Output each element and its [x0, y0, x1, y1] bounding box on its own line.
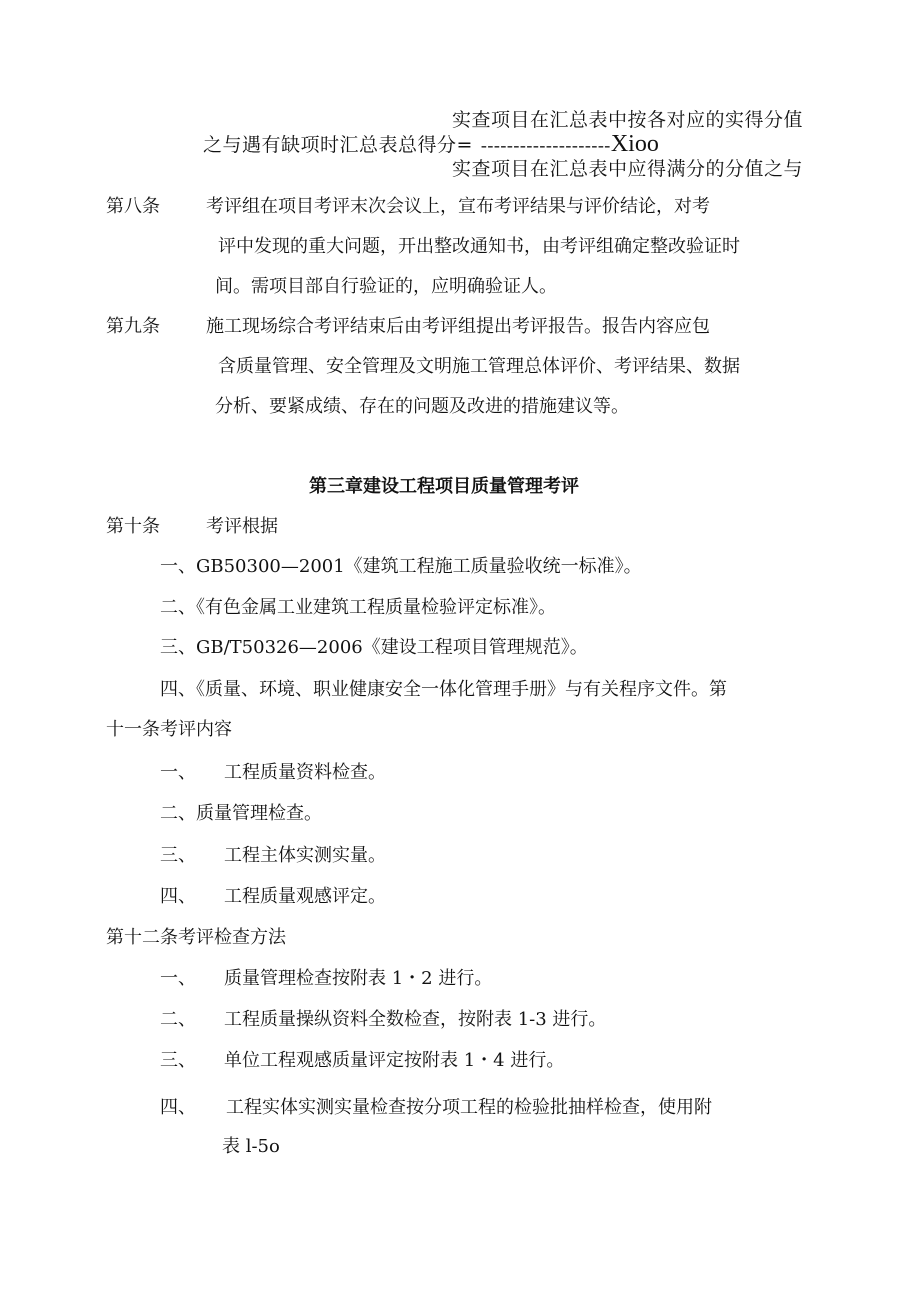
article-10-label: 第十条: [106, 516, 160, 537]
article-9-line-3: 分析、要紧成绩、存在的问题及改进的措施建议等。: [215, 396, 629, 417]
formula-fraction-bar: --------------------: [480, 135, 611, 155]
formula-line: [203, 132, 659, 158]
article-9-label: 第九条: [106, 316, 160, 337]
article-8-label: 第八条: [106, 196, 160, 217]
article-10-item-4: 四、《质量、环境、职业健康安全一体化管理手册》与有关程序文件。第: [160, 679, 727, 700]
article-12-item-1-num: 一、: [160, 968, 196, 989]
article-12-item-4-num: 四、: [160, 1097, 196, 1118]
chapter-3-title: 第三章建设工程项目质量管理考评: [309, 476, 579, 497]
article-12-item-2-num: 二、: [160, 1009, 196, 1030]
article-12-item-3-text: 单位工程观感质量评定按附表 1・4 进行。: [224, 1050, 565, 1071]
article-10-heading: 考评根据: [206, 516, 278, 537]
article-11-item-4-num: 四、: [160, 886, 196, 907]
formula-numerator: 实查项目在汇总表中按各对应的实得分值: [452, 109, 804, 131]
article-12-item-1-text: 质量管理检查按附表 1・2 进行。: [224, 968, 493, 989]
article-12-item-2-text: 工程质量操纵资料全数检查，按附表 1-3 进行。: [224, 1009, 607, 1030]
article-10-item-2: 二、《有色金属工业建筑工程质量检验评定标准》。: [160, 597, 556, 618]
article-10-item-3: 三、GB/T50326—2006《建设工程项目管理规范》。: [160, 637, 588, 658]
article-11-heading: 十一条考评内容: [106, 719, 232, 740]
article-11-item-3-text: 工程主体实测实量。: [224, 845, 386, 866]
formula-multiplier: Xioo: [610, 131, 659, 157]
article-11-item-1-num: 一、: [160, 762, 196, 783]
article-11-item-1-text: 工程质量资料检查。: [224, 762, 386, 783]
article-11-item-3-num: 三、: [160, 845, 196, 866]
article-8-line-1: 考评组在项目考评末次会议上，宣布考评结果与评价结论，对考: [206, 196, 710, 217]
article-8-line-2: 评中发现的重大问题，开出整改通知书，由考评组确定整改验证时: [218, 236, 740, 257]
article-12-item-4-text: 工程实体实测实量检查按分项工程的检验批抽样检查，使用附: [226, 1097, 712, 1118]
article-12-heading: 第十二条考评检查方法: [106, 927, 286, 948]
article-8-line-3: 间。需项目部自行验证的，应明确验证人。: [215, 276, 557, 297]
article-12-item-3-num: 三、: [160, 1050, 196, 1071]
article-12-item-4-continuation: 表 l-5o: [222, 1136, 280, 1157]
article-11-item-4-text: 工程质量观感评定。: [224, 886, 386, 907]
article-9-line-2: 含质量管理、安全管理及文明施工管理总体评价、考评结果、数据: [218, 356, 740, 377]
formula-lhs: 之与遇有缺项时汇总表总得分=: [203, 134, 473, 156]
formula-denominator: 实查项目在汇总表中应得满分的分值之与: [452, 158, 804, 180]
article-9-line-1: 施工现场综合考评结束后由考评组提出考评报告。报告内容应包: [206, 316, 710, 337]
article-10-item-1: 一、GB50300—2001《建筑工程施工质量验收统一标准》。: [160, 556, 642, 577]
article-11-item-2-text: 二、质量管理检查。: [160, 803, 322, 824]
